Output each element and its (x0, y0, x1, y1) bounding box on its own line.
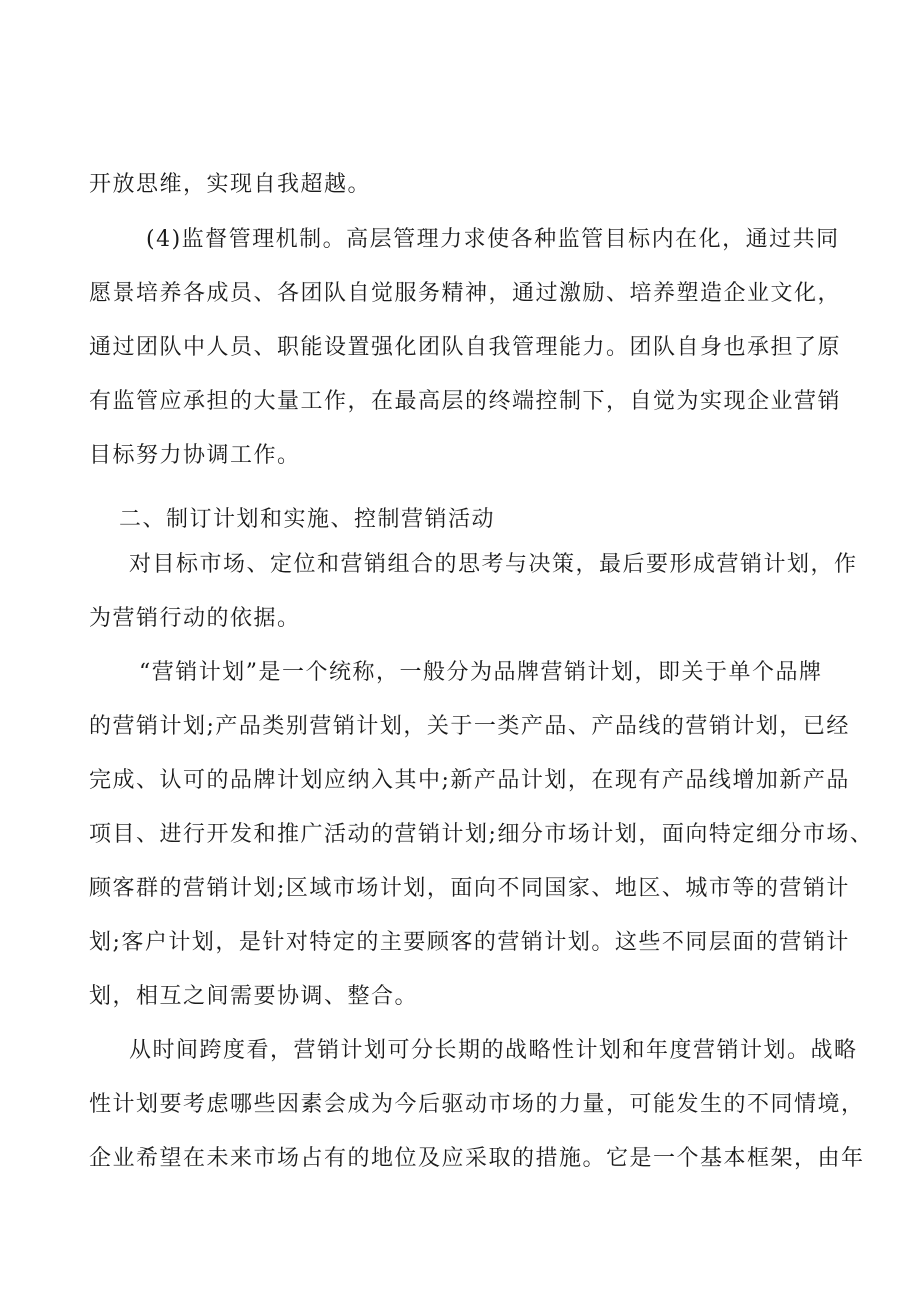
text-line: (4)监督管理机制。高层管理力求使各种监管目标内在化，通过共同 (146, 227, 840, 252)
text-line: 性计划要考虑哪些因素会成为今后驱动市场的力量，可能发生的不同情境， (89, 1092, 865, 1117)
text-line: 顾客群的营销计划;区域市场计划，面向不同国家、地区、城市等的营销计 (89, 876, 850, 901)
text-line: 从时间跨度看，营销计划可分长期的战略性计划和年度营销计划。战略 (129, 1038, 858, 1063)
text-line: 划，相互之间需要协调、整合。 (89, 984, 419, 1009)
text-line: “营销计划”是一个统称，一般分为品牌营销计划，即关于单个品牌 (139, 660, 823, 685)
text-line: 有监管应承担的大量工作，在最高层的终端控制下，自觉为实现企业营销 (89, 389, 842, 414)
text-line: 愿景培养各成员、各团队自觉服务精神，通过激励、培养塑造企业文化， (89, 281, 842, 306)
text-line: 项目、进行开发和推广活动的营销计划;细分市场计划，面向特定细分市场、 (89, 822, 874, 847)
text-line: 目标努力协调工作。 (89, 443, 301, 468)
text-line: 的营销计划;产品类别营销计划，关于一类产品、产品线的营销计划，已经 (89, 714, 850, 739)
text-line: 开放思维，实现自我超越。 (89, 172, 372, 197)
text-line: 企业希望在未来市场占有的地位及应采取的措施。它是一个基本框架，由年 (89, 1146, 865, 1171)
text-line: 为营销行动的依据。 (89, 606, 301, 631)
text-line: 通过团队中人员、职能设置强化团队自我管理能力。团队自身也承担了原 (89, 335, 842, 360)
section-heading: 二、制订计划和实施、控制营销活动 (119, 507, 496, 532)
text-line: 对目标市场、定位和营销组合的思考与决策，最后要形成营销计划，作 (129, 552, 858, 577)
text-line: 完成、认可的品牌计划应纳入其中;新产品计划，在现有产品线增加新产品 (89, 768, 850, 793)
text-line: 划;客户计划，是针对特定的主要顾客的营销计划。这些不同层面的营销计 (89, 930, 850, 955)
